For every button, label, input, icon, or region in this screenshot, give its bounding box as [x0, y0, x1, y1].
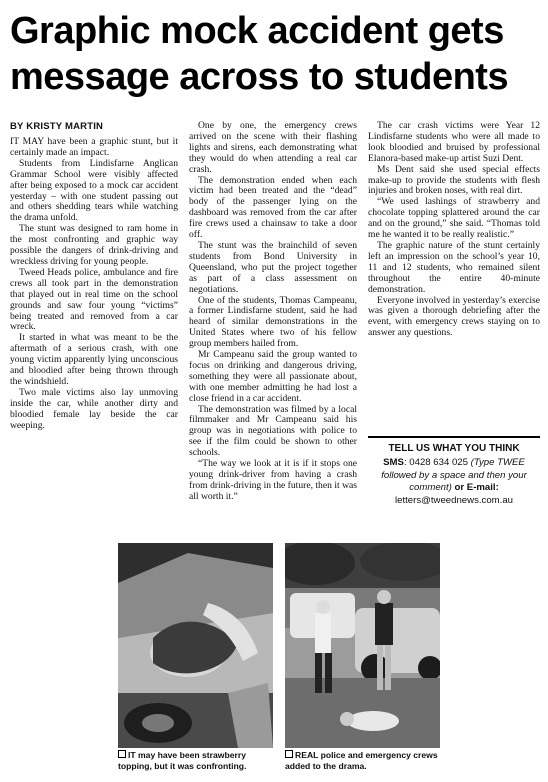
paragraph: IT MAY have been a graphic stunt, but it certainly made an impact.	[10, 136, 178, 158]
promo-body: SMS: 0428 634 025 (Type TWEE followed by a space and then your comment) or E-mail: letters@tweednews.com.au	[381, 457, 527, 506]
paragraph: It started in what was meant to be the aftermath of a serious crash, with one young victim apparently lying unconscious and bloodied after being thrown through the windshield.	[10, 332, 178, 387]
article-column-3	[368, 121, 540, 339]
caption-marker-icon	[285, 750, 293, 758]
email-connector: or	[454, 482, 465, 493]
email-address[interactable]: letters@tweednews.com.au	[395, 494, 513, 506]
paragraph: Ms Dent said she used special effects make-up to provide the students with flesh injuries and broken noses, with real dirt.	[368, 163, 540, 197]
paragraph: The stunt was the brainchild of seven students from Bond University in Queensland, who put the project together as part of a class assessment on negotiations.	[189, 239, 357, 295]
sms-number: : 0428 634 025	[403, 457, 468, 468]
photo-caption: IT may have been strawberry topping, but it was confronting.	[118, 750, 247, 771]
paragraph: The demonstration ended when each victim had been treated and the “dead” body of the passenger lying on the dashboard was removed from the car after fire crews used a chainsaw to take a door off.	[189, 174, 357, 241]
paragraph: The stunt was designed to ram home in the most confronting and graphic way possible the dangers of drink-driving and wreckless driving for young people.	[10, 223, 178, 267]
paragraph: Everyone involved in yesterday’s exercise was given a thorough debriefing after the event, with emergency crews staying on to answer any questions.	[368, 294, 540, 339]
photo-crash-victim	[118, 543, 273, 748]
paragraph: Mr Campeanu said the group wanted to focus on drinking and dangerous driving, something they were all passionate about, with one member admitting he had lost a close friend in a car accident.	[189, 349, 357, 404]
paragraph: The demonstration was filmed by a local filmmaker and Mr Campeanu said his group was in negotiations with police to see if the film could be shown to other schools.	[189, 403, 357, 459]
photo-caption: REAL police and emergency crews added to the drama.	[285, 750, 438, 771]
sms-label: SMS	[383, 457, 404, 468]
feedback-promo-box	[368, 436, 540, 507]
paragraph: The graphic nature of the stunt certainly left an impression on the school’s year 10, 11 and 12 students, who remained silent throughout the entire 40-minute demonstration.	[368, 239, 540, 295]
paragraph: One of the students, Thomas Campeanu, a former Lindisfarne student, said he had heard of similar demonstrations in the United States where two of his fellow group members hailed from.	[189, 294, 357, 350]
paragraph: Tweed Heads police, ambulance and fire crews all took part in the demonstration that played out in real time on the school grounds and saw four young “victims” being treated and removed from a car wreck.	[10, 266, 178, 333]
paragraph: “The way we look at it is if it stops one young drink-driver from having a crash from drink-driving in the future, then it was all worth it.”	[189, 458, 357, 502]
paragraph: “We used lashings of strawberry and chocolate topping splattered around the car and on the ground,” she said. “Thomas told me he wanted it to be really realistic.”	[368, 196, 540, 241]
promo-title: TELL US WHAT YOU THINK	[388, 443, 520, 454]
caption-marker-icon	[118, 750, 126, 758]
email-label: E-mail	[466, 482, 496, 493]
byline: BY KRISTY MARTIN	[10, 121, 104, 132]
article-column-1	[10, 137, 178, 431]
photo-emergency-crews	[285, 543, 440, 748]
headline: Graphic mock accident gets message across to students	[10, 10, 509, 98]
paragraph: One by one, the emergency crews arrived on the scene with their flashing lights and sirens, each demonstrating what they would do when attending a real car crash.	[189, 120, 357, 175]
paragraph: Two male victims also lay unmoving inside the car, while another dirty and bloodied female lay beside the car weeping.	[10, 386, 178, 431]
paragraph: Students from Lindisfarne Anglican Grammar School were visibly affected after being exposed to a mock car accident yesterday – with one student passing out and others shedding tears while watching the drama unfold.	[10, 157, 178, 224]
paragraph: The car crash victims were Year 12 Lindisfarne students who were all made to look bloodied and bruised by professional Elanora-based make-up artist Suzi Dent.	[368, 120, 540, 164]
article-column-2	[189, 121, 357, 503]
sms-instructions: (Type TWEE followed by a space and then your comment)	[381, 457, 527, 493]
